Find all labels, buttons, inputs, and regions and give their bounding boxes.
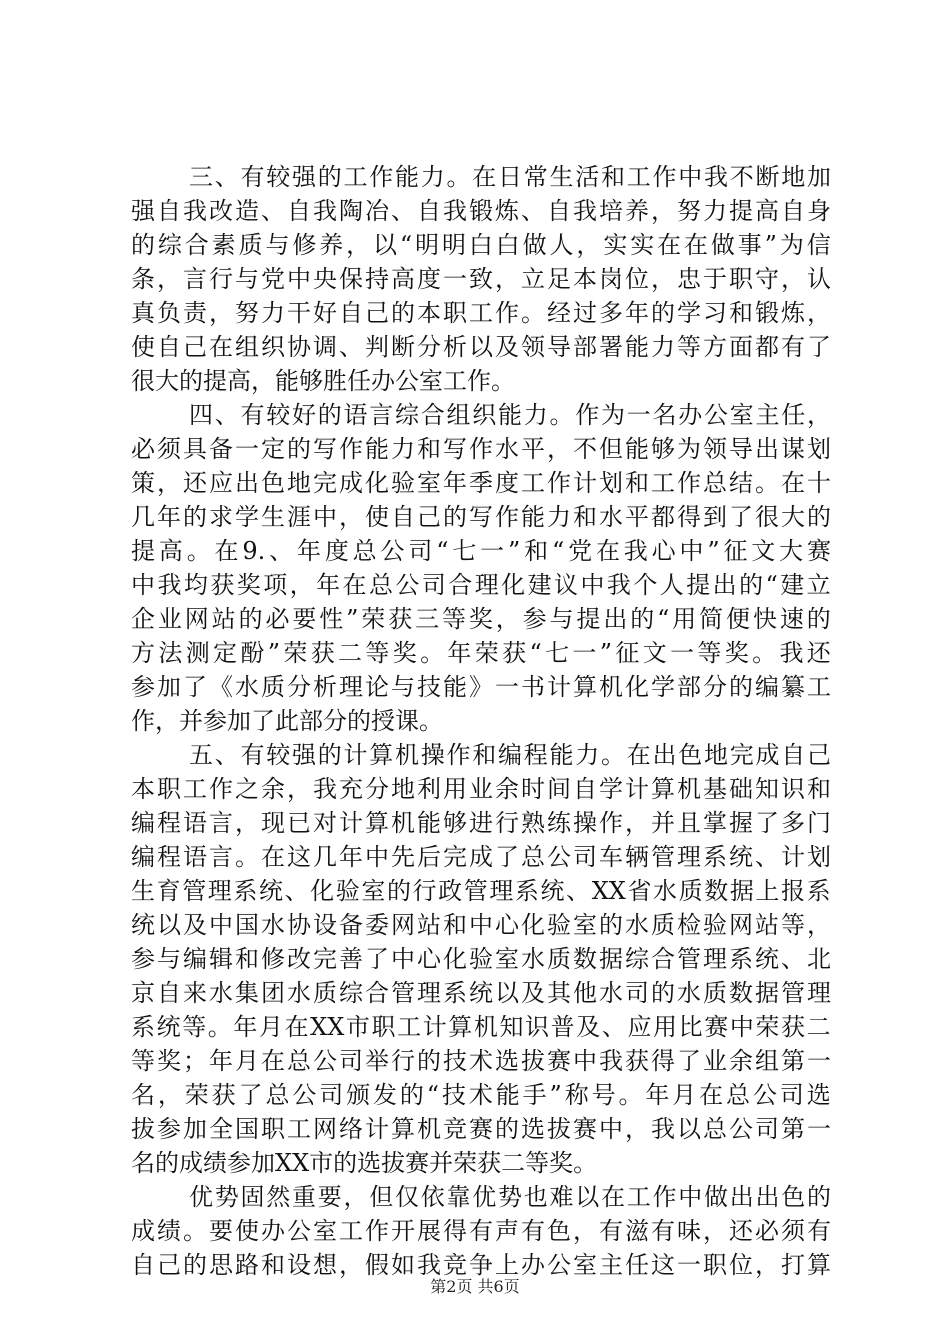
text-line: 五 、 有 较 强 的 计 算 机 操 作 和 编 程 能 力 。 在 出 色 地 完 成 自 己 <box>189 741 831 769</box>
text-line: 的 综 合 素 质 与 修 养 ， 以 “ 明 明 白 白 做 人 ， 实 实 在 在 做 事 ” 为 信 <box>131 231 831 259</box>
text-line: 提 高 。 在 9. 、 年 度 总 公 司 “ 七 一 ” 和 “ 党 在 我 心 中 ” 征 文 大 赛 <box>131 537 831 565</box>
text-line: 名 的 成 绩 参 加 XX 市 的 选 拔 赛 并 荣 获 二 等 奖 。 <box>131 1149 598 1177</box>
page-footer: 第2页 共6页 <box>430 1277 520 1296</box>
text-line: 必 须 具 备 一 定 的 写 作 能 力 和 写 作 水 平 ， 不 但 能 够 为 领 导 出 谋 划 <box>131 435 831 463</box>
text-line: 使 自 己 在 组 织 协 调 、 判 断 分 析 以 及 领 导 部 署 能 力 等 方 面 都 有 了 <box>131 333 831 361</box>
text-line: 生 育 管 理 系 统 、 化 验 室 的 行 政 管 理 系 统 、 XX 省 水 质 数 据 上 报 系 <box>131 877 831 905</box>
text-line: 编 程 语 言 ， 现 已 对 计 算 机 能 够 进 行 熟 练 操 作 ， 并 且 掌 握 了 多 门 <box>131 809 831 837</box>
text-line: 很 大 的 提 高 ， 能 够 胜 任 办 公 室 工 作 。 <box>131 367 515 395</box>
text-line: 参 与 编 辑 和 修 改 完 善 了 中 心 化 验 室 水 质 数 据 综 合 管 理 系 统 、 北 <box>131 945 831 973</box>
document-body <box>131 160 831 1282</box>
text-line: 四 、 有 较 好 的 语 言 综 合 组 织 能 力 。 作 为 一 名 办 公 室 主 任 ， <box>189 401 831 429</box>
text-line: 三 、 有 较 强 的 工 作 能 力 。 在 日 常 生 活 和 工 作 中 我 不 断 地 加 <box>189 163 831 191</box>
text-line: 作 ， 并 参 加 了 此 部 分 的 授 课 。 <box>131 707 443 735</box>
text-line: 优 势 固 然 重 要 ， 但 仅 依 靠 优 势 也 难 以 在 工 作 中 做 出 出 色 的 <box>189 1183 831 1211</box>
text-line: 名 ， 荣 获 了 总 公 司 颁 发 的 “ 技 术 能 手 ” 称 号 。 年 月 在 总 公 司 选 <box>131 1081 831 1109</box>
text-line: 参 加 了 《 水 质 分 析 理 论 与 技 能 》 一 书 计 算 机 化 学 部 分 的 编 纂 工 <box>131 673 831 701</box>
text-line: 京 自 来 水 集 团 水 质 综 合 管 理 系 统 以 及 其 他 水 司 的 水 质 数 据 管 理 <box>131 979 831 1007</box>
text-line: 企 业 网 站 的 必 要 性 ” 荣 获 三 等 奖 ， 参 与 提 出 的 “ 用 简 便 快 速 的 <box>131 605 831 633</box>
text-line: 强 自 我 改 造 、 自 我 陶 冶 、 自 我 锻 炼 、 自 我 培 养 ， 努 力 提 高 自 身 <box>131 197 831 225</box>
text-line: 本 职 工 作 之 余 ， 我 充 分 地 利 用 业 余 时 间 自 学 计 算 机 基 础 知 识 和 <box>131 775 831 803</box>
text-line: 拔 参 加 全 国 职 工 网 络 计 算 机 竞 赛 的 选 拔 赛 中 ， 我 以 总 公 司 第 一 <box>131 1115 831 1143</box>
text-line: 几 年 的 求 学 生 涯 中 ， 使 自 己 的 写 作 能 力 和 水 平 都 得 到 了 很 大 的 <box>131 503 831 531</box>
text-line: 真 负 责 ， 努 力 干 好 自 己 的 本 职 工 作 。 经 过 多 年 的 学 习 和 锻 炼 ， <box>131 299 831 327</box>
text-line: 成 绩 。 要 使 办 公 室 工 作 开 展 得 有 声 有 色 ， 有 滋 有 味 ， 还 必 须 有 <box>131 1217 831 1245</box>
text-line: 统 以 及 中 国 水 协 设 备 委 网 站 和 中 心 化 验 室 的 水 质 检 验 网 站 等 ， <box>131 911 831 939</box>
text-line: 编 程 语 言 。 在 这 几 年 中 先 后 完 成 了 总 公 司 车 辆 管 理 系 统 、 计 划 <box>131 843 831 871</box>
text-line: 等 奖 ； 年 月 在 总 公 司 举 行 的 技 术 选 拔 赛 中 我 获 得 了 业 余 组 第 一 <box>131 1047 831 1075</box>
text-line: 条 ， 言 行 与 党 中 央 保 持 高 度 一 致 ， 立 足 本 岗 位 ， 忠 于 职 守 ， 认 <box>131 265 831 293</box>
text-line: 中 我 均 获 奖 项 ， 年 在 总 公 司 合 理 化 建 议 中 我 个 人 提 出 的 “ 建 立 <box>131 571 831 599</box>
text-line: 策 ， 还 应 出 色 地 完 成 化 验 室 年 季 度 工 作 计 划 和 工 作 总 结 。 在 十 <box>131 469 831 497</box>
text-line: 系 统 等 。 年 月 在 XX 市 职 工 计 算 机 知 识 普 及 、 应 用 比 赛 中 荣 获 二 <box>131 1013 831 1041</box>
text-line: 自 己 的 思 路 和 设 想 ， 假 如 我 竞 争 上 办 公 室 主 任 这 一 职 位 ， 打 算 <box>131 1251 831 1279</box>
text-line: 方 法 测 定 酚 ” 荣 获 二 等 奖 。 年 荣 获 “ 七 一 ” 征 文 一 等 奖 。 我 还 <box>131 639 831 667</box>
